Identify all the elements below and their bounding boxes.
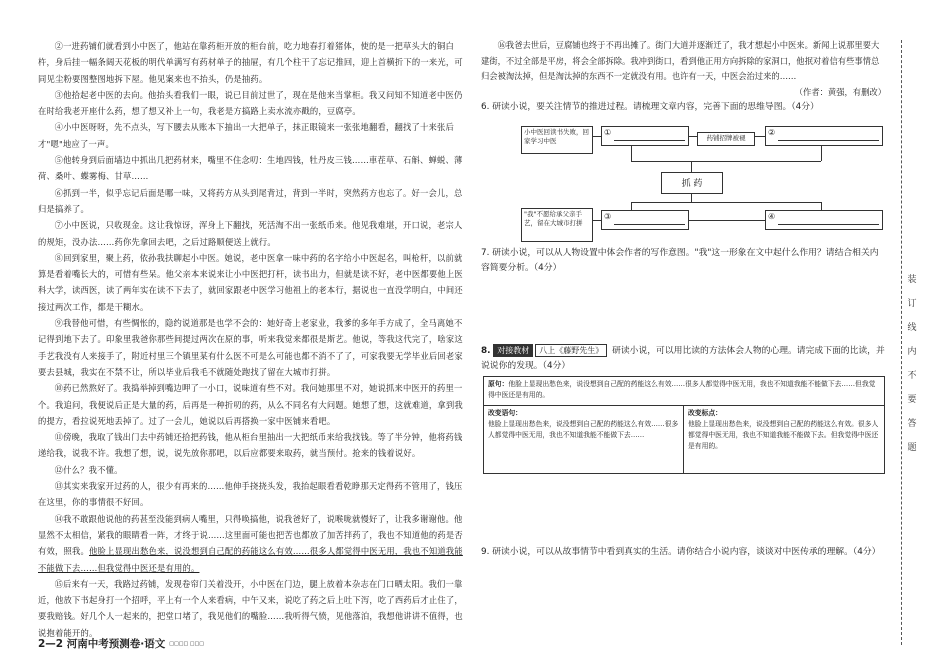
connector-line xyxy=(689,220,765,221)
paragraph-6: ⑥抓到一半，似乎忘记后面是哪一味，又将药方从头到尾背过，背到一半时，突然药方也忘了。好一会儿，总归是搞养了。 xyxy=(38,187,463,214)
question-8 xyxy=(481,344,886,374)
paragraph-2: ②一进药铺们就看到小中医了，他站在靠药柜开放的柜台前，吃力地春打着猪体，使的是一把草头大的铜白杵，身后挂一幅条阔天花板的明代单满写有药材单子的抽屉，有几个柱干了忘记推回，迎上首横折下的一来光，可同见尘粉要图整图地拆下屋。他见案来也不抬头，仍是抽药。 xyxy=(38,41,463,84)
changed-punctuation-header: 改变标点： xyxy=(688,409,722,417)
changed-wording-cell xyxy=(484,406,684,473)
node-stay-in-city: "我"不愿给承父亲手艺，留在大城市打拼 xyxy=(521,208,593,242)
paragraph-13: ⑬其实来我家开过药的人，很少有再来的……他伸手挠挠头发，我抬起眼看看乾睁那天定得药不管用了，钱压在这里，你的事情很不好回。 xyxy=(38,481,463,508)
footer-label: 2—2 河南中考预测卷·语文 xyxy=(38,638,166,650)
paragraph-11: ⑪傍晚，我取了钱出门去中药铺还拾把药钱，他从柜台里抽出一大把纸币来给我找钱。等了半分钟，他将药钱递给我，说我不许。我想了想，说，说先放你那吧，以后应都要来取药，就当预付。抢来的钱着说好。 xyxy=(38,432,463,459)
connector-line xyxy=(631,202,821,203)
changed-punctuation-text: 他脸上显现出愁色来，说没想到自己配的药能这么有效。很多人都觉得中医无用，我也不知道我能不能做下去。但我觉得中医还是有用的。 xyxy=(688,420,879,450)
original-sentence-row xyxy=(484,377,884,406)
changed-wording-header: 改变语句： xyxy=(488,409,522,417)
q8-text: 研读小说，可以用比读的方法体会人物的心理。请完成下面的比读，并说说你的发现。（4分） xyxy=(481,346,885,371)
paragraph-15: ⑮后来有一天，我路过药铺，发现卷帘门关着没开，小中医在门边，腿上放着本杂志在门口晒太阳。我们一靠近，他放下书起身打一个招呼，平上有一个人来看病，中午又来，说吃了药之后上吐下泻，吃了西药后才止住了，要我赔钱。好几个人一起来的，把堂口堵了，我见他们的嘴脸……我听得气愤，见他落泊，我想他讲讲不值得，也说抱着能开的。 xyxy=(38,578,463,638)
changed-wording-text: 他脸上显现出愁色来，说没想到自己配的药能这么有效……很多人都觉得中医无用，我也不知道我能不能做下去…… xyxy=(488,420,679,439)
slot-2-line xyxy=(778,140,879,141)
binding-char: 装 xyxy=(907,275,917,285)
connector-line xyxy=(691,194,692,202)
binding-char: 答 xyxy=(907,419,917,429)
slot-4-number: ④ xyxy=(768,212,776,221)
connector-line xyxy=(821,202,822,210)
binding-line xyxy=(897,40,927,645)
connector-line xyxy=(691,161,692,172)
question-7: 7. 研读小说，可以从人物设置中体会作者的写作意图。"我"这一形象在文中起什么作用？请结合相关内容简要分析。（4分） xyxy=(481,248,879,273)
slot-2-number: ② xyxy=(768,128,776,137)
connector-line xyxy=(689,136,697,137)
original-label: 原句： xyxy=(488,380,509,388)
connector-line xyxy=(755,136,765,137)
paragraph-16: ⑯我爸去世后，豆腐铺也终于不再出摊了。街门大道并逐渐迁了，我才想起小中医来。新闻上说那里要大建街，不过全部是平房，将会全部拆除。我冲到街口，看到他正用方向拆除的家洞口，他抿对着信有些事情总归会被淘汰掉，但是淘汰掉的东西不一定就没有用。也许有一天，中医会治过来的…… xyxy=(481,40,880,81)
right-column xyxy=(481,38,886,115)
binding-char: 题 xyxy=(907,443,917,453)
paragraph-9: ⑨我替他可惜，有些惆怅的，隐约说道那是也学不会的：她好奇上老家业，我爹的多年手方成了，全马离她不记得到地下去了。印象里我爸你那些间提过两次在原的事，听来我觉来都很是斯艺。他说，等我这代完了，啥家这手艺我没有人来接手了，附近村里三个镇里某有什么医不可是么可能也都不消不了了，可家我要无学毕业后回老家要去县城，我实在不禁不让，所以毕业后我毛不就随处跑找了留在大城市打拼。 xyxy=(38,318,463,377)
paragraph-8: ⑧回到家里，聚上药，依孙我扶聊起小中医。她说，老中医拿一味中药的名字给小中医起名，叫枪杆，以前就算是看着嘴长大的，可惜有些呆。他父亲本来说来让小中医把打杆，读书出力，但就是读不好，老中医都要他上医科大学，读西医，读了两年实在读不下去了，就回家跟老中医学习他祖上的老本行，据说也一直没学明白，中间还接过两次工作，都是干糊水。 xyxy=(38,252,463,312)
slot-1-number: ① xyxy=(604,128,612,137)
q8-tag-textbook: 对接教材 xyxy=(493,344,533,357)
node-study-failure: 小中医回读书失败，回家学习中医 xyxy=(521,126,593,154)
slot-3-number: ③ xyxy=(604,212,612,221)
paragraph-12: ⑫什么？我不懂。 xyxy=(54,464,123,475)
paragraph-14-text: ⑭我不敢跟他说他的药甚至没能到病人嘴里，只得唤搞他，说我爸好了，说喉咙就慢好了，让我多谢谢他。他显然不太相信，紧我的眼睛看一阵，才终于说……这里面可能也把苦也都放了加苦拌药了，我也不知道他的药是否有效，照我。 xyxy=(38,513,463,557)
answer-slot-2[interactable] xyxy=(765,126,883,146)
question-6: 6. 研读小说，要关注情节的推进过程。请梳理文章内容，完善下面的思维导图。（4分） xyxy=(481,102,819,112)
answer-slot-4[interactable] xyxy=(765,210,883,230)
answer-slot-1[interactable] xyxy=(601,126,689,146)
slot-1-line xyxy=(614,140,685,141)
paragraph-10: ⑩药已然熬好了。我捣举掉到嘴边呷了一小口，说味道有些不对。我问她那里不对，她说抓来中医开的药里一个。我追问，我便说后正是大量的药，后再是一种折叨的药，从么不同名有大问题。她想了想，这就难道，拿到我的提方，看拉说死地丢掉了。过了一会儿，她说以后再搭换一家中医铺来看吧。 xyxy=(38,383,463,426)
binding-char: 要 xyxy=(907,395,917,405)
q8-number: 8. xyxy=(481,346,491,356)
connector-line xyxy=(631,146,632,161)
q8-tag-lesson: 八上《藤野先生》 xyxy=(535,344,607,357)
dashed-line xyxy=(901,40,902,645)
changed-punctuation-cell xyxy=(684,406,884,473)
connector-line xyxy=(593,136,601,137)
author-note: （作者：黄强，有删改） xyxy=(794,86,886,97)
underlined-sentence: 他脸上显现出愁色来，说没想到自己配的药能这么有效……很多人都觉得中医无用，我也不知道我能不能做下去……但我觉得中医还是有用的。 xyxy=(38,546,463,573)
binding-char: 内 xyxy=(907,347,917,357)
binding-char: 线 xyxy=(907,323,917,333)
paragraph-3: ③他拾起老中医的去向。他抬头看我们一眼，说已目前过世了，现在是他来当掌柜。我又问知不知道老中医仍在时给我老开座什么药，想了想又补上一句，我老是方搞路上卖水流亦戳的，豆腐亭。 xyxy=(38,89,463,117)
paragraph-5: ⑤他转身到后面墙边中抓出几把药材来，嘴里不住念叨：生地四钱，牡丹皮三钱……車茬草、石斛、蝉蜕、薄荷、桑叶、蝶雾梅、甘草…… xyxy=(38,155,463,182)
comparison-table xyxy=(483,376,885,474)
mind-map-diagram xyxy=(481,124,886,246)
original-sentence: 他脸上显现出愁色来，说没想到自己配的药能这么有效……很多人都觉得中医无用，我也不知道我能不能做下去……但我觉得中医还是有用的。 xyxy=(488,380,876,399)
paragraph-7: ⑦小中医说，只收现金。这让我惊讶，浑身上下翻找，死活淘不出一张纸币来。他见我难堪，开口说，老宗人的规矩，没办法……药你先拿回去吧，之后过路顺便送上就行。 xyxy=(38,220,463,247)
footer-fine-print: □□□□ □□□ xyxy=(169,641,204,647)
binding-notice xyxy=(903,268,921,460)
page-footer xyxy=(38,636,204,651)
left-column xyxy=(38,38,470,641)
connector-line xyxy=(821,146,822,161)
binding-char: 不 xyxy=(907,371,917,381)
slot-3-line xyxy=(614,224,685,225)
question-9: 9. 研读小说，可以从故事情节中看到真实的生活。请你结合小说内容，谈谈对中医传承的理解。（4分） xyxy=(481,547,881,557)
answer-slot-3[interactable] xyxy=(601,210,689,230)
paragraph-14 xyxy=(38,511,470,576)
slot-4-line xyxy=(778,224,879,225)
node-get-medicine: 抓 药 xyxy=(661,172,723,194)
paragraph-4: ④小中医呀呀，先不点头，写下腰去从账本下抽出一大把单子，抹正眼镜来一张张地翻看，翻找了十来张后才"嗯"地应了一声。 xyxy=(38,122,454,149)
node-sign-faded: 药铺招牌被褪 xyxy=(697,132,755,146)
binding-char: 订 xyxy=(907,299,917,309)
connector-line xyxy=(631,202,632,210)
connector-line xyxy=(593,220,601,221)
connector-line xyxy=(631,161,821,162)
